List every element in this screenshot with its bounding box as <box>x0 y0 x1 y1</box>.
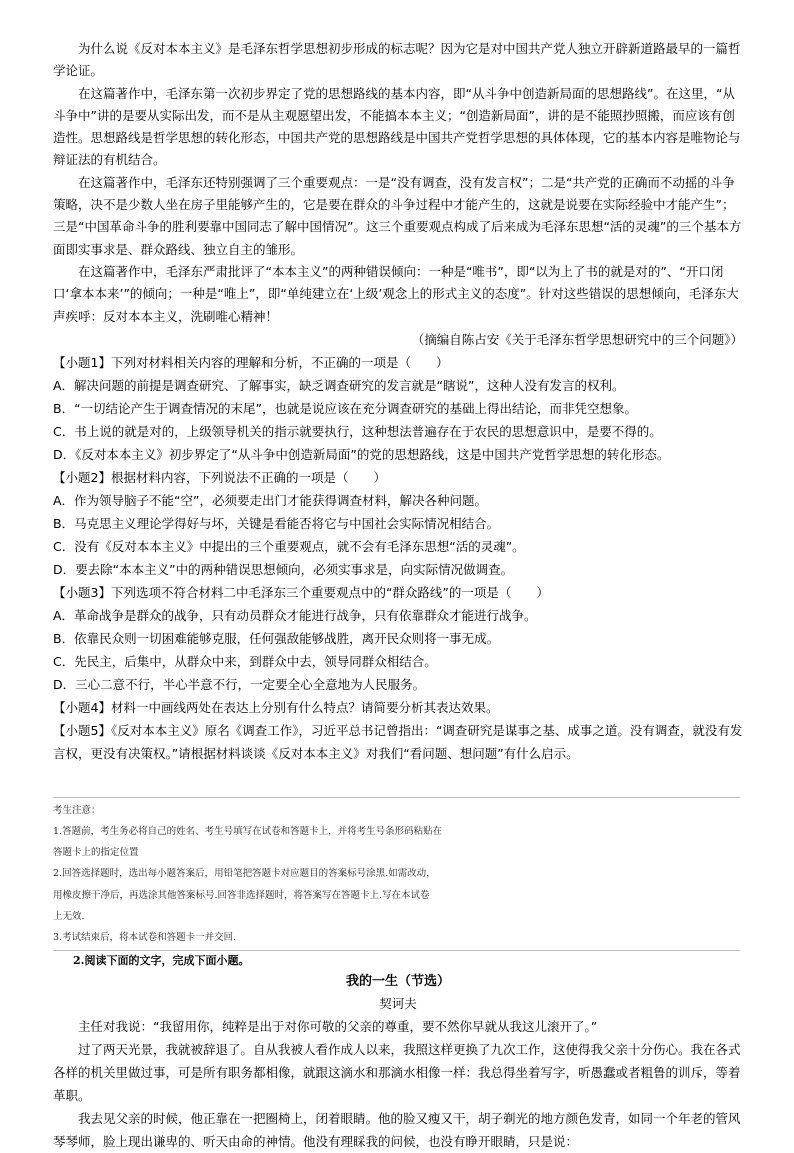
question-2-option-b: B．马克思主义理论学得好与坏，关键是看能否将它与中国社会实际情况相结合。 <box>53 515 500 531</box>
exam-notice <box>53 798 743 950</box>
question-5-stem: 【小题5】《反对本本主义》原名《调查工作》，习近平总书记曾指出：“调查研究是谋事之基、成事之道。没有调查，就没有发言权，更没有决策权。”请根据材料谈谈《反对本本主义》对我们“看问题、想问题”有什么启示。 <box>53 722 743 761</box>
notice-line: 上无效. <box>53 910 85 922</box>
passage-source: （摘编自陈占安《关于毛泽东哲学思想研究中的三个问题》） <box>411 331 743 347</box>
question-1-option-d: D．《反对本本主义》初步界定了“从斗争中创造新局面”的党的思想路线，这是中国共产党哲学思想的转化形态。 <box>53 446 670 462</box>
passage-paragraph: 在这篇著作中，毛泽东严肃批评了“本本主义”的两种错误倾向：一种是“唯书”，即“以为上了书的就是对的”、“开口闭口‘拿本本来’”的倾向；一种是“唯上”，即“单纯建立在‘上级’观念上的形式主义的态度”。针对这些错误的思想倾向，毛泽东大声疾呼：反对本本主义，洗刷唯心精神！ <box>53 263 739 324</box>
passage-one <box>53 38 743 351</box>
question-1-option-b: B．“一切结论产生于调查情况的末尾”，也就是说应该在充分调查研究的基础上得出结论，而非凭空想象。 <box>53 400 638 416</box>
question-2-option-c: C．没有《反对本本主义》中提出的三个重要观点，就不会有毛泽东思想“活的灵魂”。 <box>53 538 525 554</box>
passage-paragraph: 在这篇著作中，毛泽东还特别强调了三个重要观点：一是“没有调查，没有发言权”；二是“共产党的正确而不动摇的斗争策略，决不是少数人坐在房子里能够产生的，它是要在群众的斗争过程中才能产生的，这就是说要在实际经验中才能产生”；三是“中国革命斗争的胜利要靠中国同志了解中国情况”。这三个重要观点构成了后来成为毛泽东思想“活的灵魂”的三个基本方面即实事求是、群众路线、独立自主的雏形。 <box>53 174 742 257</box>
question-2-stem: 【小题2】根据材料内容，下列说法不正确的一项是（ ） <box>53 469 386 485</box>
section-two <box>53 951 743 1153</box>
notice-line: 3.考试结束后，将本试卷和答题卡一并交回. <box>53 932 237 944</box>
question-2-option-a: A．作为领导脑子不能“空”，必须要走出门才能获得调查材料，解决各种问题。 <box>53 492 488 508</box>
question-3-stem: 【小题3】下列选项不符合材料二中毛泽东三个重要观点中的“群众路线”的一项是（ ） <box>53 584 549 600</box>
passage-paragraph: 在这篇著作中，毛泽东第一次初步界定了党的思想路线的基本内容，即“从斗争中创造新局面的思想路线”。在这里，“从斗争中”讲的是要从实际出发，而不是从主观愿望出发，不能搞本本主义；“创造新局面”，讲的是不能照抄照搬，而应该有创造性。思想路线是哲学思想的转化形态，中国共产党的思想路线是中国共产党哲学思想的具体体现，它的基本内容是唯物论与辩证法的有机结合。 <box>53 85 741 168</box>
question-3-option-c: C．先民主，后集中，从群众中来，到群众中去，领导同群众相结合。 <box>53 653 437 669</box>
story-paragraph: 我去见父亲的时候，他正靠在一把圈椅上，闭着眼睛。他的脸又瘦又干，胡子剃光的地方颜色发青，如同一个年老的管风琴琴师，脸上现出谦卑的、听天由命的神情。他没有理睬我的问候，也没有睁开眼睛，只是说： <box>53 1111 741 1150</box>
question-3-option-d: D．三心二意不行，半心半意不行，一定要全心全意地为人民服务。 <box>53 676 426 692</box>
question-3-option-a: A．革命战争是群众的战争，只有动员群众才能进行战争，只有依靠群众才能进行战争。 <box>53 607 537 623</box>
question-2-option-d: D．要去除“本本主义”中的两种错误思想倾向，必须实事求是，向实际情况做调查。 <box>53 561 514 577</box>
section-heading: 2.阅读下面的文字，完成下面小题。 <box>73 954 250 968</box>
story-author: 契诃夫 <box>379 996 417 1012</box>
notice-line: 2.回答选择题时，选出每小题答案后，用铅笔把答题卡对应题目的答案标号涂黑.如需改动， <box>53 868 436 880</box>
notice-line: 1.答题前，考生务必将自己的姓名、考生号填写在试卷和答题卡上，并将考生号条形码粘贴在 <box>53 826 443 838</box>
notice-line: 答题卡上的指定位置 <box>53 847 139 859</box>
passage-paragraph: 为什么说《反对本本主义》是毛泽东哲学思想初步形成的标志呢？因为它是对中国共产党人独立开辟新道路最早的一篇哲学论证。 <box>53 41 741 79</box>
question-1-stem: 【小题1】下列对材料相关内容的理解和分析，不正确的一项是（ ） <box>53 354 449 370</box>
story-paragraph: 主任对我说：“我留用你，纯粹是出于对你可敬的父亲的尊重，要不然你早就从我这儿滚开了。” <box>78 1019 598 1035</box>
story-title: 我的一生（节选） <box>345 974 450 990</box>
question-list <box>53 351 743 765</box>
story-paragraph: 过了两天光景，我就被辞退了。自从我被人看作成人以来，我照这样更换了九次工作，这使得我父亲十分伤心。我在各式各样的机关里做过事，可是所有职务都相像，就跟这滴水和那滴水相像一样：我总得坐着写字，听愚蠢或者粗鲁的训斥，等着革职。 <box>53 1042 741 1104</box>
question-1-option-c: C．书上说的就是对的，上级领导机关的指示就要执行，这种想法普遍存在于农民的思想意识中，是要不得的。 <box>53 423 662 439</box>
question-3-option-b: B．依靠民众则一切困难能够克服，任何强敌能够战胜，离开民众则将一事无成。 <box>53 630 500 646</box>
page-content <box>53 38 743 1153</box>
notice-heading: 考生注意： <box>53 804 101 816</box>
notice-line: 用橡皮擦干净后，再选涂其他答案标号.回答非选择题时，将答案写在答题卡上.写在本试卷 <box>53 889 430 901</box>
question-4-stem: 【小题4】材料一中画线两处在表达上分别有什么特点？请简要分析其表达效果。 <box>53 699 499 715</box>
question-1-option-a: A．解决问题的前提是调查研究、了解事实，缺乏调查研究的发言就是“瞎说”，这种人没有发言的权利。 <box>53 377 625 393</box>
